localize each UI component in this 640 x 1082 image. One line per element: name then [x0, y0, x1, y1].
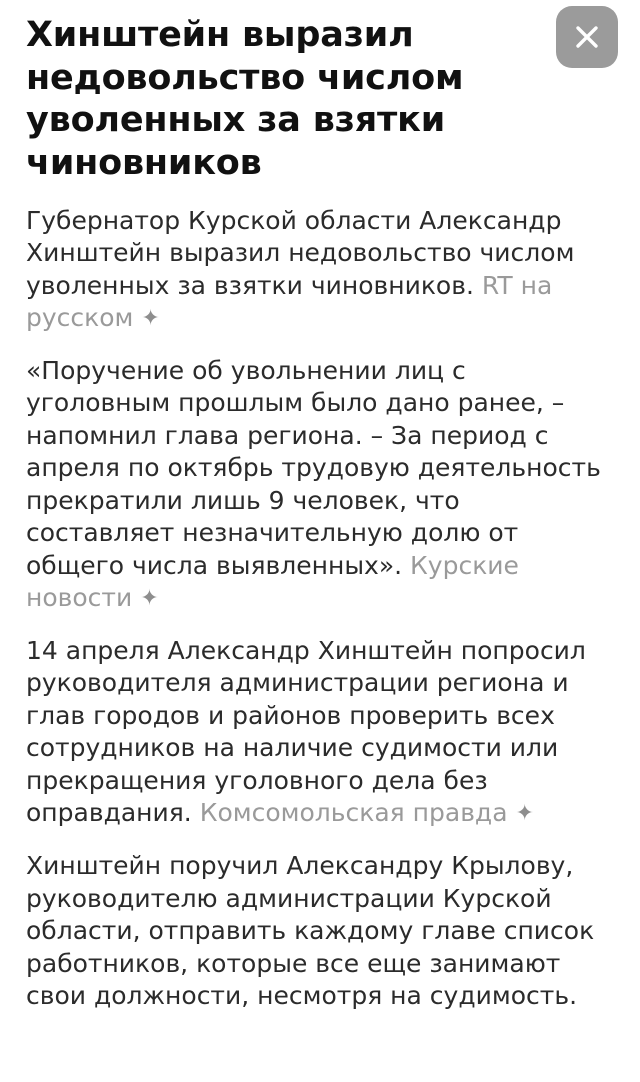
paragraph-source[interactable]: Курские новости [26, 550, 519, 613]
close-icon [574, 24, 600, 50]
paragraph-source[interactable]: RT на русском [26, 270, 553, 333]
page-title: Хинштейн выразил недовольство числом уволенных за взятки чиновников [26, 15, 464, 184]
close-button[interactable] [556, 6, 618, 68]
sparkle-icon: ✦ [141, 306, 160, 332]
sparkle-icon: ✦ [515, 801, 534, 827]
article-body [26, 205, 614, 1013]
paragraph [26, 635, 614, 830]
paragraph-text: «Поручение об увольнении лиц с уголовным прошлым было дано ранее, – напомнил глава региона. – За период с апреля по октябрь трудовую деятельность прекратили лишь 9 человек, что составляет незначительную долю от общего числа выявленных». [26, 355, 601, 580]
paragraph-text: Хинштейн поручил Александру Крылову, руководителю администрации Курской области, отправить каждому главе список работников, которые все еще занимают свои должности, несмотря на судимость. [26, 851, 595, 1011]
paragraph-text: 14 апреля Александр Хинштейн попросил руководителя администрации региона и глав городов и районов проверить всех сотрудников на наличие судимости или прекращения уголовного дела без оправдания. [26, 635, 586, 828]
paragraph [26, 850, 614, 1013]
paragraph-source[interactable]: Комсомольская правда [199, 798, 508, 828]
paragraph [26, 205, 614, 335]
sparkle-icon: ✦ [140, 586, 159, 612]
paragraph [26, 355, 614, 615]
paragraph-text: Губернатор Курской области Александр Хинштейн выразил недовольство числом уволенных за взятки чиновников. [26, 205, 575, 300]
